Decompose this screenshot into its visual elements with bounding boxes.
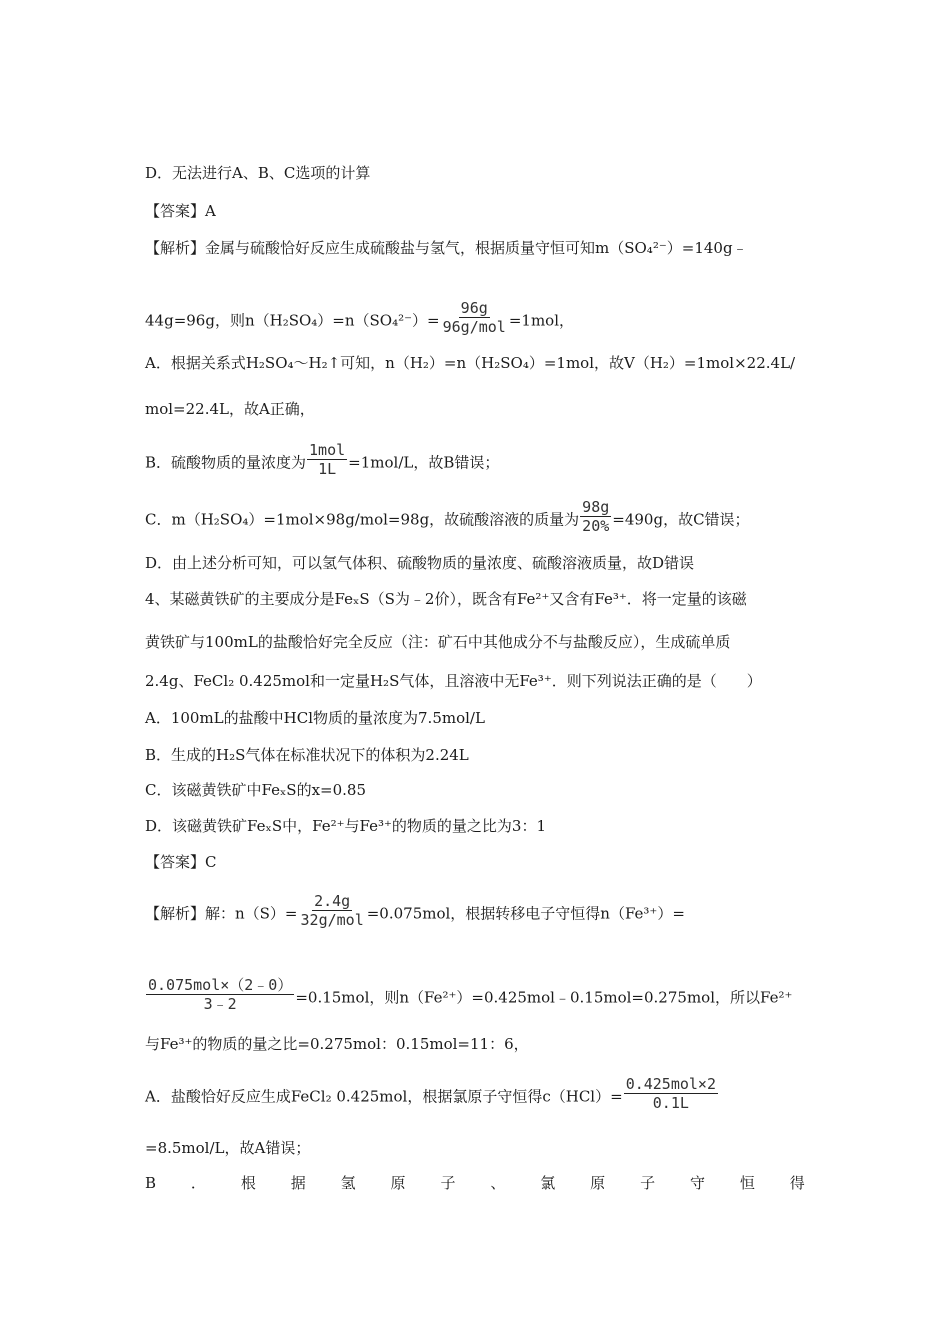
solution-2-a-line-1 [145,1075,719,1116]
text-segment: =1mol/L，故B错误； [348,453,500,472]
analysis-2-line-3: 与Fe³⁺的物质的量之比=0.275mol：0.15mol=11：6， [145,1035,529,1053]
option-d-line: D．无法进行A、B、C选项的计算 [145,164,371,182]
char: ． [190,1174,206,1192]
text-segment: =0.15mol，则n（Fe²⁺）=0.425mol﹣0.15mol=0.275mol，所以Fe²⁺ [295,988,793,1007]
char: 得 [789,1174,805,1192]
numerator: 2.4g [314,892,351,910]
solution-b-line [145,441,500,482]
char: 原 [390,1174,406,1192]
fraction [307,441,347,478]
denominator: 96g/mol [442,318,506,336]
solution-2-b-line [145,1173,805,1193]
denominator: 3﹣2 [203,995,237,1013]
text-segment: C．m（H₂SO₄）=1mol×98g/mol=98g，故硫酸溶液的质量为 [145,510,580,529]
fraction [146,976,294,1013]
fraction [624,1075,718,1112]
answer-label: 【答案】A [145,202,216,220]
char: 子 [440,1174,456,1192]
char: 氯 [540,1174,556,1192]
question-4-line-2: 黄铁矿与100mL的盐酸恰好完全反应（注：矿石中其他成分不与盐酸反应），生成硫单质 [145,633,731,651]
solution-a-line-1: A．根据关系式H₂SO₄～H₂↑可知，n（H₂）=n（H₂SO₄）=1mol，故V（H₂）=1mol×22.4L/ [145,354,796,372]
char: 、 [490,1174,506,1192]
char: 原 [590,1174,606,1192]
question-4-option-c: C．该磁黄铁矿中FeₓS的x=0.85 [145,781,367,799]
question-4-line-3: 2.4g、FeCl₂ 0.425mol和一定量H₂S气体，且溶液中无Fe³⁺．则下列说法正确的是（ ） [145,672,762,690]
numerator: 0.425mol×2 [625,1075,716,1093]
question-4-option-d: D．该磁黄铁矿FeₓS中，Fe²⁺与Fe³⁺的物质的量之比为3：1 [145,817,547,835]
question-4-option-b: B．生成的H₂S气体在标准状况下的体积为2.24L [145,746,469,764]
text-segment: 44g=96g，则n（H₂SO₄）=n（SO₄²⁻）= [145,311,440,330]
fraction [441,299,508,336]
fraction [299,892,366,929]
text-segment: 【解析】解：n（S）= [145,904,298,923]
fraction [580,498,611,535]
char: 据 [290,1174,306,1192]
analysis-2-line-2 [145,976,793,1017]
text-segment: =490g，故C错误； [612,510,750,529]
denominator: 0.1L [652,1094,689,1112]
numerator: 96g [460,299,488,317]
char: 氢 [340,1174,356,1192]
char: 守 [689,1174,705,1192]
analysis-2-line-1 [145,892,685,933]
solution-a-line-2: mol=22.4L，故A正确， [145,400,315,418]
solution-2-a-line-2: =8.5mol/L，故A错误； [145,1139,311,1157]
denominator: 1L [318,460,337,478]
text-segment: =0.075mol，根据转移电子守恒得n（Fe³⁺）= [366,904,685,923]
char: 恒 [739,1174,755,1192]
text-segment: A．盐酸恰好反应生成FeCl₂ 0.425mol，根据氯原子守恒得c（HCl）= [145,1087,623,1106]
char: B [145,1174,157,1192]
solution-c-line [145,498,750,539]
denominator: 20% [582,517,610,535]
question-4-line-1: 4、某磁黄铁矿的主要成分是FeₓS（S为﹣2价），既含有Fe²⁺又含有Fe³⁺．将一定量的该磁 [145,590,747,608]
analysis-line-2 [145,299,574,340]
numerator: 1mol [309,441,346,459]
analysis-line-1: 【解析】金属与硫酸恰好反应生成硫酸盐与氢气，根据质量守恒可知m（SO₄²⁻）=140g﹣ [145,239,748,257]
answer-label-2: 【答案】C [145,853,217,871]
char: 根 [240,1174,256,1192]
denominator: 32g/mol [300,911,364,929]
solution-d-line: D．由上述分析可知，可以氢气体积、硫酸物质的量浓度、硫酸溶液质量，故D错误 [145,554,695,572]
text-segment: =1mol， [508,311,574,330]
text-segment: B．硫酸物质的量浓度为 [145,453,307,472]
question-4-option-a: A．100mL的盐酸中HCl物质的量浓度为7.5mol/L [145,709,485,727]
numerator: 0.075mol×（2﹣0） [148,976,293,994]
char: 子 [640,1174,656,1192]
numerator: 98g [582,498,610,516]
